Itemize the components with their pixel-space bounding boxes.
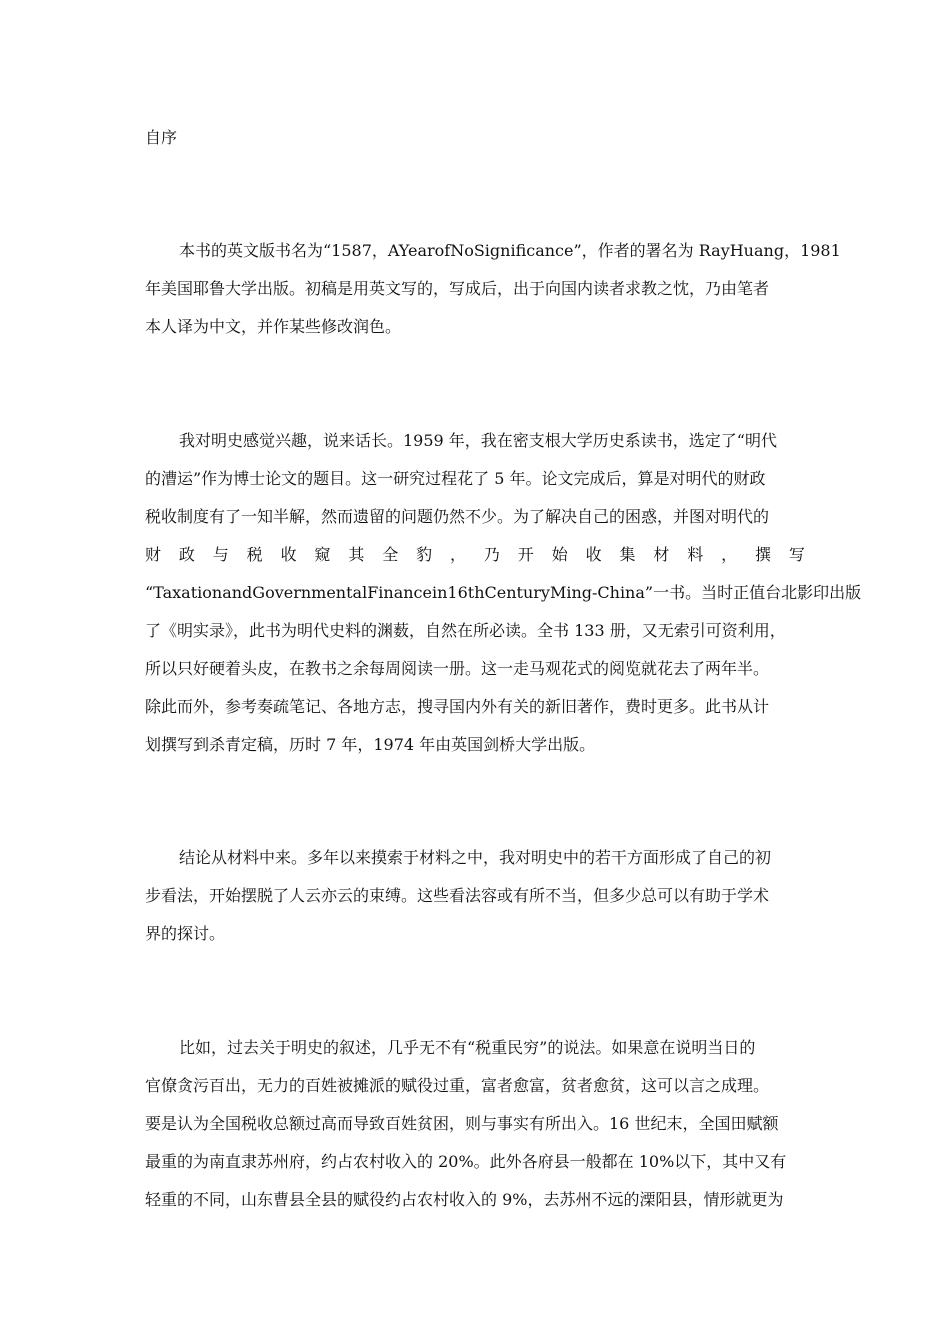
spaced-char: 收: [280, 545, 297, 564]
spaced-char: 豹: [416, 545, 433, 564]
paragraph-line: 官僚贪污百出，无力的百姓被摊派的赋役过重，富者愈富，贫者愈贫，这可以言之成理。: [145, 1076, 770, 1095]
page-title: 自序: [145, 128, 178, 147]
paragraph-line: 步看法，开始摆脱了人云亦云的束缚。这些看法容或有所不当，但多少总可以有助于学术: [145, 886, 770, 905]
spaced-char: 财: [145, 545, 162, 564]
spaced-char: 全: [382, 545, 399, 564]
spaced-char: 乃: [483, 545, 500, 564]
paragraph-line: “TaxationandGovernmentalFinancein16thCenturyMing-China”一书。当时正值台北影印出版: [145, 583, 862, 602]
spaced-char: 与: [212, 545, 229, 564]
spaced-char: ，: [450, 545, 467, 564]
paragraph-line: 本人译为中文，并作某些修改润色。: [145, 317, 402, 336]
spaced-char: 窥: [314, 545, 331, 564]
paragraph-line: 了《明实录》，此书为明代史料的渊薮，自然在所必读。全书 133 册，又无索引可资利用，: [145, 621, 786, 640]
spaced-char: 政: [178, 545, 195, 564]
paragraph-line: 最重的为南直隶苏州府，约占农村收入的 20%。此外各府县一般都在 10%以下，其中又有: [145, 1152, 787, 1171]
paragraph-line: 划撰写到杀青定稿，历时 7 年，1974 年由英国剑桥大学出版。: [145, 735, 596, 754]
spaced-char: 始: [551, 545, 568, 564]
spaced-char: 开: [517, 545, 534, 564]
spaced-char: 写: [788, 545, 805, 564]
paragraph-line: 本书的英文版书名为“1587，AYearofNoSignificance”，作者的署名为 RayHuang，1981: [179, 241, 841, 260]
paragraph-line: 年美国耶鲁大学出版。初稿是用英文写的，写成后，出于向国内读者求教之忱，乃由笔者: [145, 279, 770, 298]
paragraph-line: 轻重的不同，山东曹县全县的赋役约占农村收入的 9%，去苏州不远的溧阳县，情形就更为: [145, 1190, 784, 1209]
spaced-char: 税: [246, 545, 263, 564]
spaced-char: 材: [653, 545, 670, 564]
paragraph-line: 我对明史感觉兴趣，说来话长。1959 年，我在密支根大学历史系读书，选定了“明代: [179, 431, 777, 450]
spaced-char: 集: [619, 545, 636, 564]
paragraph-line: 比如，过去关于明史的叙述，几乎无不有“税重民穷”的说法。如果意在说明当日的: [179, 1038, 756, 1057]
paragraph-line: 税收制度有了一知半解，然而遗留的问题仍然不少。为了解决自己的困惑，并图对明代的: [145, 507, 770, 526]
spaced-char: 其: [348, 545, 365, 564]
paragraph-line: 的漕运”作为博士论文的题目。这一研究过程花了 5 年。论文完成后，算是对明代的财政: [145, 469, 766, 488]
spaced-char: ，: [721, 545, 738, 564]
paragraph-line: 要是认为全国税收总额过高而导致百姓贫困，则与事实有所出入。16 世纪末，全国田赋额: [145, 1114, 779, 1133]
paragraph-line-spaced: [145, 543, 805, 567]
spaced-char: 料: [687, 545, 704, 564]
paragraph-line: 结论从材料中来。多年以来摸索于材料之中，我对明史中的若干方面形成了自己的初: [179, 848, 772, 867]
paragraph-line: 所以只好硬着头皮，在教书之余每周阅读一册。这一走马观花式的阅览就花去了两年半。: [145, 659, 770, 678]
spaced-char: 收: [585, 545, 602, 564]
spaced-char: 撰: [755, 545, 772, 564]
paragraph-line: 除此而外，参考奏疏笔记、各地方志，搜寻国内外有关的新旧著作，费时更多。此书从计: [145, 697, 770, 716]
paragraph-line: 界的探讨。: [145, 924, 226, 943]
